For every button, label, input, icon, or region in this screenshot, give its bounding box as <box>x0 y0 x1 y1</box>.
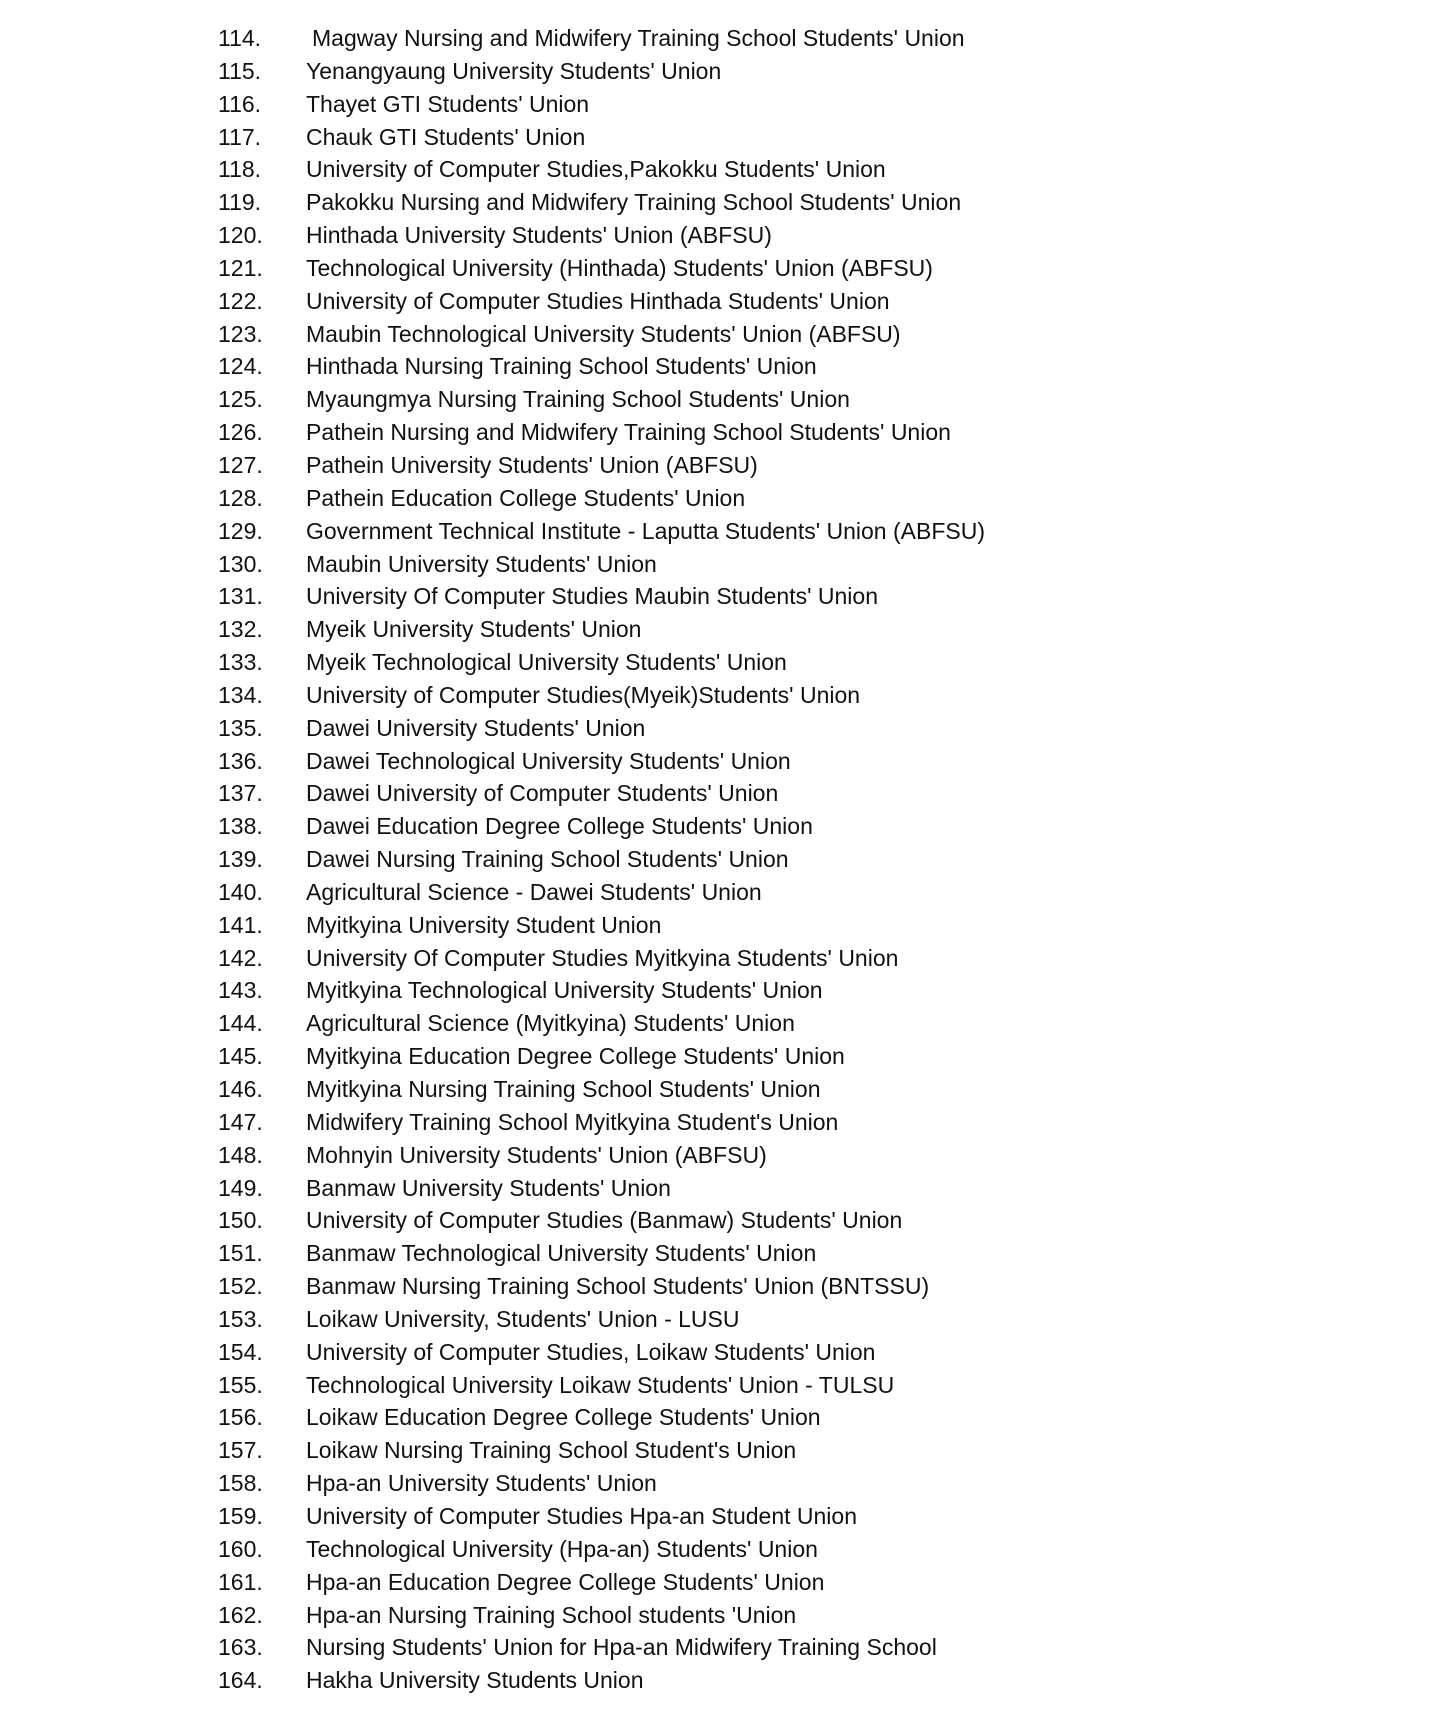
list-item <box>0 580 1448 613</box>
union-name: Maubin Technological University Students' Union (ABFSU) <box>306 320 901 347</box>
union-name: Loikaw Nursing Training School Student's Union <box>306 1437 797 1464</box>
list-item <box>0 153 1448 186</box>
list-item <box>0 449 1448 482</box>
item-number: 163. <box>218 1634 263 1661</box>
union-name: Myitkyina University Student Union <box>306 911 662 938</box>
list-item <box>0 745 1448 778</box>
union-name: Midwifery Training School Myitkyina Student's Union <box>306 1108 839 1135</box>
union-name: Hpa-an Nursing Training School students 'Union <box>306 1601 797 1628</box>
list-item <box>0 974 1448 1007</box>
list-item <box>0 1533 1448 1566</box>
item-number: 159. <box>218 1502 263 1529</box>
item-number: 151. <box>218 1240 263 1267</box>
item-number: 160. <box>218 1535 263 1562</box>
union-name: Yenangyaung University Students' Union <box>306 57 722 84</box>
list-item <box>0 1106 1448 1139</box>
union-name: Technological University (Hinthada) Students' Union (ABFSU) <box>306 254 933 281</box>
list-item <box>0 876 1448 909</box>
item-number: 142. <box>218 944 263 971</box>
union-name: Pathein Education College Students' Union <box>306 484 746 511</box>
list-item <box>0 318 1448 351</box>
union-name: Myitkyina Education Degree College Students' Union <box>306 1043 845 1070</box>
list-item <box>0 285 1448 318</box>
list-item <box>0 186 1448 219</box>
union-name: Pathein Nursing and Midwifery Training School Students' Union <box>306 419 951 446</box>
list-item <box>0 350 1448 383</box>
list-item <box>0 1369 1448 1402</box>
union-name: Myaungmya Nursing Training School Students' Union <box>306 386 850 413</box>
union-name: Chauk GTI Students' Union <box>306 123 586 150</box>
item-number: 152. <box>218 1273 263 1300</box>
union-name: Dawei University Students' Union <box>306 714 646 741</box>
list-item <box>0 777 1448 810</box>
item-number: 129. <box>218 517 263 544</box>
list-item <box>0 1664 1448 1697</box>
item-number: 121. <box>218 254 263 281</box>
list-item <box>0 515 1448 548</box>
item-number: 115. <box>218 57 262 84</box>
list-item <box>0 1303 1448 1336</box>
union-name: Technological University Loikaw Students' Union - TULSU <box>306 1371 895 1398</box>
union-name: Hpa-an University Students' Union <box>306 1470 657 1497</box>
list-item <box>0 88 1448 121</box>
list-item <box>0 712 1448 745</box>
union-name: Banmaw Nursing Training School Students' Union (BNTSSU) <box>306 1273 930 1300</box>
list-item <box>0 1073 1448 1106</box>
list-item <box>0 1467 1448 1500</box>
item-number: 154. <box>218 1338 263 1365</box>
item-number: 126. <box>218 419 263 446</box>
union-name: Agricultural Science (Myitkyina) Students' Union <box>306 1010 795 1037</box>
list-item <box>0 1434 1448 1467</box>
union-name: Maubin University Students' Union <box>306 550 657 577</box>
list-item <box>0 810 1448 843</box>
list-item <box>0 121 1448 154</box>
item-number: 147. <box>218 1108 263 1135</box>
list-item <box>0 1631 1448 1664</box>
union-name: Dawei Nursing Training School Students' Union <box>306 846 789 873</box>
item-number: 132. <box>218 616 263 643</box>
item-number: 161. <box>218 1568 263 1595</box>
union-name: University of Computer Studies Hinthada Students' Union <box>306 287 890 314</box>
list-item <box>0 22 1448 55</box>
item-number: 114. <box>218 25 262 51</box>
item-number: 131. <box>218 583 263 610</box>
item-number: 125. <box>218 386 263 413</box>
union-name: Dawei Technological University Students' Union <box>306 747 791 774</box>
item-number: 162. <box>218 1601 263 1628</box>
union-name: Mohnyin University Students' Union (ABFSU) <box>306 1141 767 1168</box>
item-number: 157. <box>218 1437 263 1464</box>
item-number: 136. <box>218 747 263 774</box>
union-name: University of Computer Studies,Pakokku Students' Union <box>306 156 886 183</box>
item-number: 137. <box>218 780 263 807</box>
list-item <box>0 416 1448 449</box>
item-number: 116. <box>218 90 262 117</box>
union-name: Myeik Technological University Students' Union <box>306 649 787 676</box>
list-item <box>0 1007 1448 1040</box>
item-number: 153. <box>218 1305 263 1332</box>
item-number: 120. <box>218 222 263 249</box>
union-name: Magway Nursing and Midwifery Training School Students' Union <box>312 25 965 51</box>
union-name: Hakha University Students Union <box>306 1667 644 1694</box>
list-item <box>0 942 1448 975</box>
item-number: 145. <box>218 1043 263 1070</box>
item-number: 130. <box>218 550 263 577</box>
item-number: 135. <box>218 714 263 741</box>
item-number: 140. <box>218 878 263 905</box>
union-name: Myitkyina Technological University Students' Union <box>306 977 823 1004</box>
list-item <box>0 909 1448 942</box>
list-item <box>0 613 1448 646</box>
item-number: 144. <box>218 1010 263 1037</box>
union-name: University of Computer Studies, Loikaw Students' Union <box>306 1338 876 1365</box>
union-name: Loikaw Education Degree College Students' Union <box>306 1404 821 1431</box>
item-number: 155. <box>218 1371 263 1398</box>
union-name: Myeik University Students' Union <box>306 616 642 643</box>
union-name: University of Computer Studies(Myeik)Students' Union <box>306 681 861 708</box>
item-number: 127. <box>218 451 263 478</box>
list-item <box>0 1336 1448 1369</box>
item-number: 123. <box>218 320 263 347</box>
union-name: Hinthada Nursing Training School Students' Union <box>306 353 817 380</box>
union-name: University Of Computer Studies Maubin Students' Union <box>306 583 878 610</box>
item-number: 158. <box>218 1470 263 1497</box>
item-number: 164. <box>218 1667 263 1694</box>
list-item <box>0 219 1448 252</box>
item-number: 133. <box>218 649 263 676</box>
union-name: Pakokku Nursing and Midwifery Training School Students' Union <box>306 189 962 216</box>
union-name: Technological University (Hpa-an) Students' Union <box>306 1535 818 1562</box>
union-name: Government Technical Institute - Laputta Students' Union (ABFSU) <box>306 517 985 544</box>
item-number: 141. <box>218 911 263 938</box>
list-item <box>0 1139 1448 1172</box>
list-item <box>0 252 1448 285</box>
list-item <box>0 1599 1448 1632</box>
list-item <box>0 1172 1448 1205</box>
union-name: University of Computer Studies Hpa-an Student Union <box>306 1502 858 1529</box>
item-number: 134. <box>218 681 263 708</box>
union-name: Hpa-an Education Degree College Students' Union <box>306 1568 825 1595</box>
list-item <box>0 1237 1448 1270</box>
list-item <box>0 1500 1448 1533</box>
item-number: 124. <box>218 353 263 380</box>
item-number: 156. <box>218 1404 263 1431</box>
union-name: Dawei Education Degree College Students' Union <box>306 813 813 840</box>
union-name: Banmaw University Students' Union <box>306 1174 671 1201</box>
union-name: Loikaw University, Students' Union - LUSU <box>306 1305 740 1332</box>
list-item <box>0 1401 1448 1434</box>
item-number: 128. <box>218 484 263 511</box>
list-item <box>0 1040 1448 1073</box>
list-item <box>0 548 1448 581</box>
union-name: Banmaw Technological University Students' Union <box>306 1240 817 1267</box>
union-name: Thayet GTI Students' Union <box>306 90 590 117</box>
list-item <box>0 383 1448 416</box>
list-item <box>0 55 1448 88</box>
union-name: Nursing Students' Union for Hpa-an Midwifery Training School <box>306 1634 937 1661</box>
item-number: 117. <box>218 123 262 150</box>
item-number: 148. <box>218 1141 263 1168</box>
item-number: 118. <box>218 156 262 183</box>
list-item <box>0 1270 1448 1303</box>
item-number: 138. <box>218 813 263 840</box>
union-name: University of Computer Studies (Banmaw) Students' Union <box>306 1207 903 1234</box>
union-name: Myitkyina Nursing Training School Students' Union <box>306 1076 821 1102</box>
list-item <box>0 482 1448 515</box>
item-number: 139. <box>218 846 263 873</box>
item-number: 143. <box>218 977 263 1004</box>
union-name: Dawei University of Computer Students' Union <box>306 780 779 807</box>
union-name: Agricultural Science - Dawei Students' Union <box>306 878 762 905</box>
list-item <box>0 1204 1448 1237</box>
union-name: Hinthada University Students' Union (ABFSU) <box>306 222 772 249</box>
item-number: 119. <box>218 189 262 216</box>
list-item <box>0 679 1448 712</box>
item-number: 149. <box>218 1174 263 1201</box>
union-name: Pathein University Students' Union (ABFSU) <box>306 451 758 478</box>
list-item <box>0 1566 1448 1599</box>
list-item <box>0 646 1448 679</box>
item-number: 146. <box>218 1076 263 1102</box>
union-name: University Of Computer Studies Myitkyina Students' Union <box>306 944 899 971</box>
item-number: 150. <box>218 1207 263 1234</box>
union-list <box>0 22 1448 1697</box>
item-number: 122. <box>218 287 263 314</box>
list-item <box>0 843 1448 876</box>
